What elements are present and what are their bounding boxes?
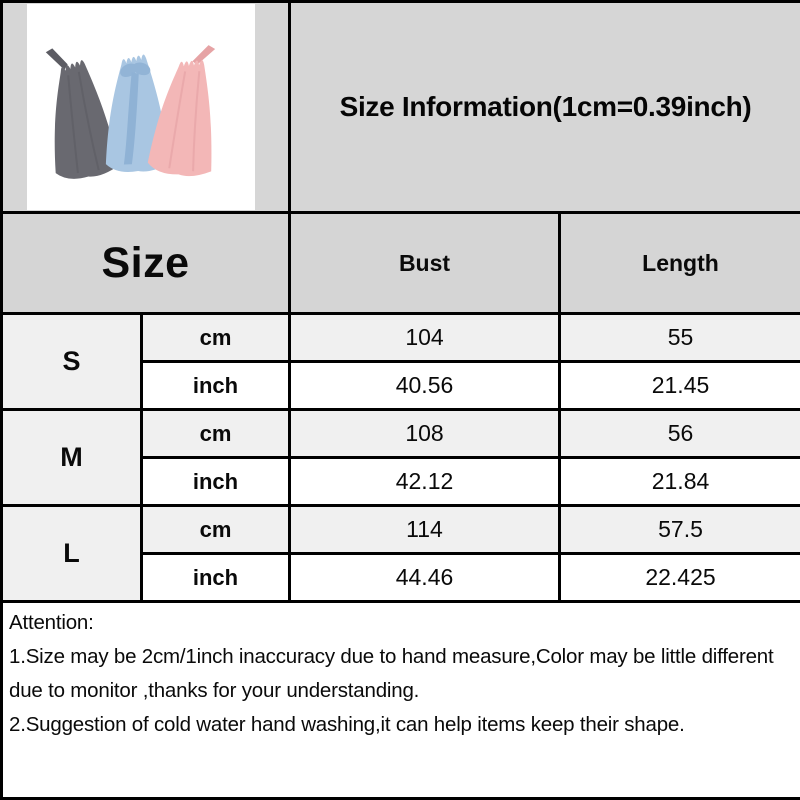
attention-heading: Attention: <box>9 611 94 634</box>
table-row-m-cm <box>2 410 800 458</box>
col-header-size: Size <box>2 213 290 314</box>
length-value: 21.45 <box>560 362 800 410</box>
table-header-row <box>2 213 800 314</box>
col-header-bust: Bust <box>290 213 560 314</box>
attention-section <box>2 602 800 799</box>
table-row-l-cm <box>2 506 800 554</box>
length-value: 22.425 <box>560 554 800 602</box>
unit-label: inch <box>142 362 290 410</box>
page-title: Size Information(1cm=0.39inch) <box>339 91 752 122</box>
bust-value: 42.12 <box>290 458 560 506</box>
attention-note-2: 2.Suggestion of cold water hand washing,it can help items keep their shape. <box>9 713 685 736</box>
unit-label: cm <box>142 506 290 554</box>
unit-label: cm <box>142 314 290 362</box>
size-label-l: L <box>2 506 142 602</box>
table-row-s-cm <box>2 314 800 362</box>
tops-illustration <box>27 4 255 210</box>
unit-label: inch <box>142 554 290 602</box>
unit-label: cm <box>142 410 290 458</box>
col-header-length: Length <box>560 213 800 314</box>
attention-row <box>2 602 800 799</box>
size-label-s: S <box>2 314 142 410</box>
size-label-m: M <box>2 410 142 506</box>
bust-value: 40.56 <box>290 362 560 410</box>
banner-row <box>2 2 800 213</box>
attention-note-1: 1.Size may be 2cm/1inch inaccuracy due to hand measure,Color may be little different due to monitor ,thanks for your understanding. <box>9 645 774 702</box>
title-cell <box>290 2 800 213</box>
length-value: 55 <box>560 314 800 362</box>
product-photo <box>27 4 255 210</box>
bust-value: 114 <box>290 506 560 554</box>
attention-text-block <box>3 603 800 742</box>
product-photo-cell <box>2 2 290 213</box>
bust-value: 108 <box>290 410 560 458</box>
bust-value: 44.46 <box>290 554 560 602</box>
length-value: 56 <box>560 410 800 458</box>
length-value: 21.84 <box>560 458 800 506</box>
length-value: 57.5 <box>560 506 800 554</box>
bust-value: 104 <box>290 314 560 362</box>
unit-label: inch <box>142 458 290 506</box>
